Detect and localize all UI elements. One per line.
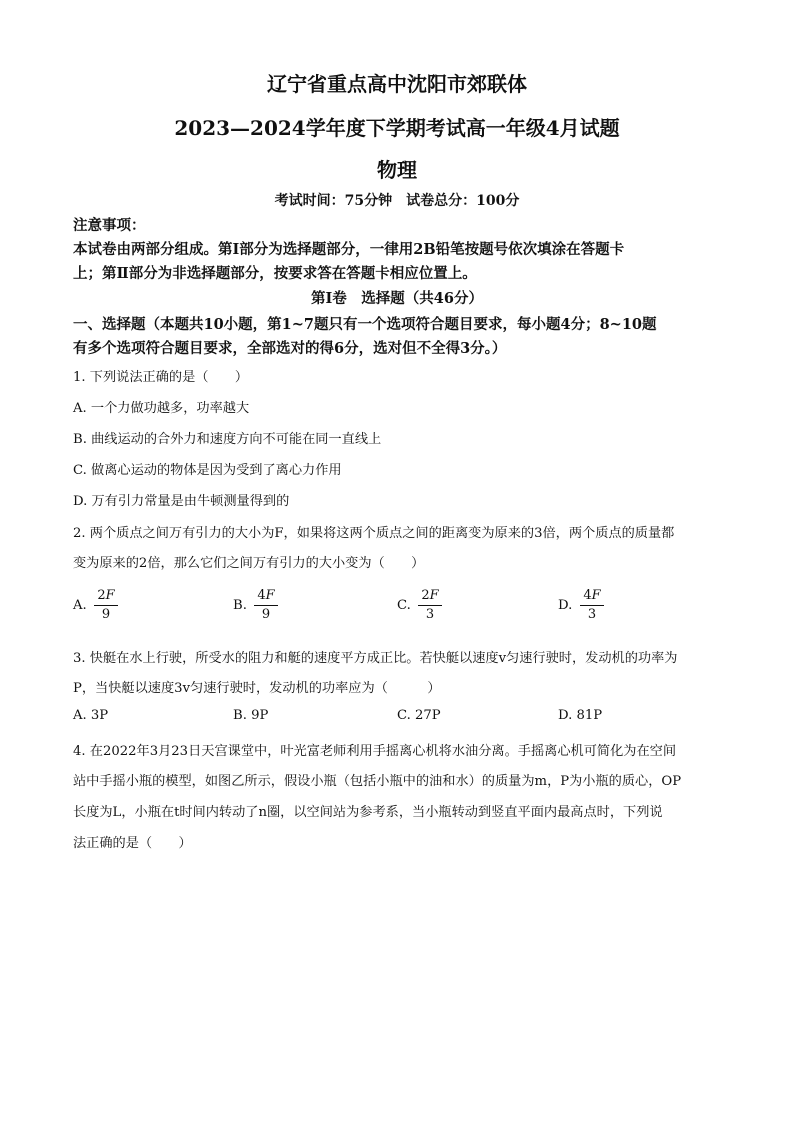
q3-option-a: A. 3P <box>73 708 109 723</box>
part1-heading: 第Ⅰ卷 选择题（共46分） <box>311 290 483 307</box>
q2-option-c-den: 3 <box>425 607 435 622</box>
q2-option-d-label: D. <box>558 598 573 613</box>
q2-option-b-fraction <box>254 588 278 623</box>
q1-option-a: A. 一个力做功越多，功率越大 <box>73 401 250 416</box>
q2-option-d-den: 3 <box>587 607 597 622</box>
q2-option-d-num: 4 <box>583 588 592 603</box>
q2-option-b-var: F <box>265 588 275 603</box>
q4-line2: 站中手摇小瓶的模型，如图乙所示，假设小瓶（包括小瓶中的油和水）的质量为m，P为小瓶的质心，OP <box>73 774 682 789</box>
q2-option-c-label: C. <box>397 598 411 613</box>
q3-stem-line1: 3. 快艇在水上行驶，所受水的阻力和艇的速度平方成正比。若快艇以速度v匀速行驶时，发动机的功率为 <box>73 651 678 666</box>
q1-option-c: C. 做离心运动的物体是因为受到了离心力作用 <box>73 463 342 478</box>
q2-option-c-num: 2 <box>421 588 430 603</box>
notes-heading: 注意事项： <box>73 217 146 234</box>
q2-option-b-label: B. <box>233 598 247 613</box>
q2-stem-line2: 变为原来的2倍，那么它们之间万有引力的大小变为（ ） <box>73 556 425 571</box>
q4-line1: 4. 在2022年3月23日天宫课堂中，叶光富老师利用手摇离心机将水油分离。手摇离心机可简化为在空间 <box>73 744 677 759</box>
q3-option-d: D. 81P <box>558 708 603 723</box>
subject-title: 物理 <box>377 158 417 182</box>
exam-title-line2: 2023—2024学年度下学期考试高一年级4月试题 <box>174 116 620 140</box>
q2-option-a-var: F <box>105 588 115 603</box>
section-instructions-line1: 一、选择题（本题共10小题，第1~7题只有一个选项符合题目要求，每小题4分；8~10题 <box>73 316 657 333</box>
q2-option-b-den: 9 <box>261 607 271 622</box>
q3-option-c: C. 27P <box>397 708 441 723</box>
q2-option-b-num: 4 <box>257 588 266 603</box>
q2-option-a-label: A. <box>73 598 87 613</box>
exam-info: 考试时间：75分钟 试卷总分：100分 <box>274 193 520 209</box>
section-instructions-line2: 有多个选项符合题目要求，全部选对的得6分，选对但不全得3分。） <box>73 340 507 357</box>
q3-stem-line2: P，当快艇以速度3v匀速行驶时，发动机的功率应为（ ） <box>73 681 441 696</box>
q2-option-c-fraction <box>418 588 442 623</box>
notes-line1: 本试卷由两部分组成。第Ⅰ部分为选择题部分，一律用2B铅笔按题号依次填涂在答题卡 <box>73 241 625 258</box>
q1-option-d: D. 万有引力常量是由牛顿测量得到的 <box>73 494 290 509</box>
q2-option-d-fraction <box>580 588 604 623</box>
q2-option-c-var: F <box>429 588 439 603</box>
q4-line4: 法正确的是（ ） <box>73 836 192 851</box>
q2-option-a-den: 9 <box>101 607 111 622</box>
q1-option-b: B. 曲线运动的合外力和速度方向不可能在同一直线上 <box>73 432 382 447</box>
q2-option-a-num: 2 <box>97 588 106 603</box>
q3-option-b: B. 9P <box>233 708 269 723</box>
notes-line2: 上；第Ⅱ部分为非选择题部分，按要求答在答题卡相应位置上。 <box>73 265 477 282</box>
q2-option-d-var: F <box>591 588 601 603</box>
exam-title-line1: 辽宁省重点高中沈阳市郊联体 <box>267 72 527 96</box>
q4-line3: 长度为L，小瓶在t时间内转动了n圈，以空间站为参考系，当小瓶转动到竖直平面内最高点时，下列说 <box>73 805 663 820</box>
q2-stem-line1: 2. 两个质点之间万有引力的大小为F，如果将这两个质点之间的距离变为原来的3倍，两个质点的质量都 <box>73 526 675 541</box>
q1-stem: 1. 下列说法正确的是（ ） <box>73 370 249 385</box>
q2-option-a-fraction <box>94 588 118 623</box>
